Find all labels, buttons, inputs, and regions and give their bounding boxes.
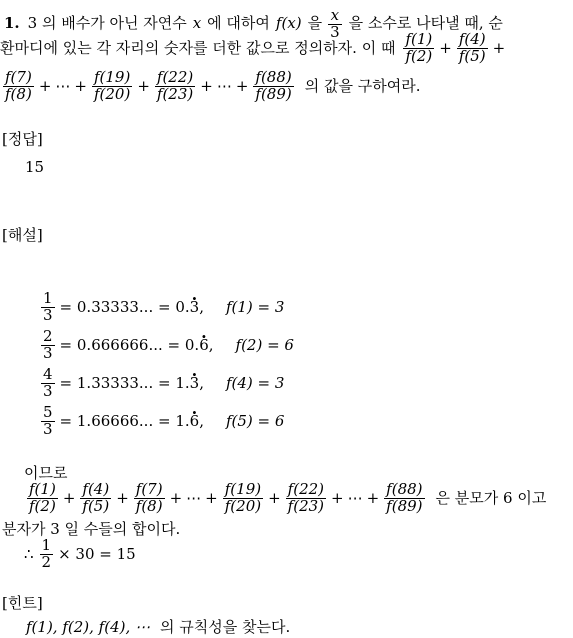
fraction-numerator: f(19) xyxy=(93,68,131,86)
plus-sign: + xyxy=(205,488,218,507)
fraction-denominator: 3 xyxy=(43,343,53,362)
term-f19-f20 xyxy=(223,482,263,515)
fraction-numerator: f(19) xyxy=(224,480,262,498)
fraction-numerator: f(4) xyxy=(82,480,110,498)
plus-sign: + xyxy=(235,76,249,95)
fraction-numerator: x xyxy=(330,6,340,24)
therefore-word: 이므로 xyxy=(24,464,68,482)
therefore-symbol: ∴ xyxy=(24,544,34,563)
sum-expression xyxy=(26,482,546,515)
problem-text-1c: 을 xyxy=(307,13,323,32)
fraction-numerator: f(4) xyxy=(458,30,486,48)
fraction-numerator: f(88) xyxy=(386,480,423,498)
fraction-denominator: f(8) xyxy=(5,84,32,103)
plus-sign: + xyxy=(366,488,380,507)
solution-row: $\frac{5}{3}$ = 1.66666... = 1. · 6 , f(5) = 6 xyxy=(40,402,294,440)
fraction-numerator: 5 xyxy=(43,402,53,421)
term-f1-f2 xyxy=(403,32,434,65)
term-f1-f2 xyxy=(27,482,58,515)
decimal-expansion: = 1.33333... = 1. xyxy=(59,373,190,392)
term-f7-f8 xyxy=(134,482,165,515)
term-f7-f8 xyxy=(3,70,34,103)
fraction-numerator: f(22) xyxy=(156,68,194,86)
f-value: f(5) = 6 xyxy=(225,411,285,430)
fraction-denominator: f(5) xyxy=(458,46,486,65)
answer-label: [정답] xyxy=(2,130,43,148)
solution-row: $\frac{1}{3}$ = 0.33333... = 0. · 3 , f(1) = 3 xyxy=(40,288,294,326)
fraction-denominator: f(5) xyxy=(82,496,110,515)
f-value: f(2) = 6 xyxy=(235,335,294,354)
plus-sign: + xyxy=(38,76,52,95)
fraction-numerator: 2 xyxy=(43,326,53,345)
problem-text-3: 의 값을 구하여라. xyxy=(304,76,421,95)
decimal-expansion: = 1.66666... = 1. xyxy=(59,411,190,430)
solution-line-after: 분자가 3 일 수들의 합이다. xyxy=(2,520,181,538)
fraction-denominator: f(20) xyxy=(224,496,262,515)
plus-sign: + xyxy=(137,76,150,95)
hint-text: 의 규칙성을 찾는다. xyxy=(160,618,291,636)
plus-sign: + xyxy=(200,76,213,95)
fraction-denominator: f(2) xyxy=(405,46,433,65)
hint-label: [힌트] xyxy=(2,594,43,612)
fraction-numerator: f(7) xyxy=(135,480,163,498)
term-f88-f89 xyxy=(253,70,293,103)
fraction-numerator: f(1) xyxy=(405,30,433,48)
plus-sign: + xyxy=(169,488,183,507)
fraction xyxy=(41,326,55,362)
fraction-denominator: 3 xyxy=(330,22,340,41)
problem-line-3 xyxy=(2,70,420,103)
sum-tail-text: 은 분모가 6 이고 xyxy=(435,488,547,507)
fraction-denominator: 2 xyxy=(41,552,52,571)
problem-text-2: 환마디에 있는 각 자리의 숫자를 더한 값으로 정의하자. 이 때 xyxy=(0,38,396,57)
fraction-denominator: 3 xyxy=(43,381,53,400)
term-f22-f23 xyxy=(286,482,326,515)
var-x: x xyxy=(192,13,202,32)
problem-number: 1. xyxy=(4,13,20,32)
fraction-denominator: 3 xyxy=(43,305,53,324)
f-value: f(1) = 3 xyxy=(225,297,285,316)
fraction-numerator: 1 xyxy=(43,288,53,307)
cdots: ⋯ xyxy=(347,488,363,507)
fraction-denominator: 3 xyxy=(43,419,53,438)
hint-line xyxy=(26,620,290,635)
fraction-denominator: f(2) xyxy=(29,496,56,515)
cdots: ⋯ xyxy=(186,488,202,507)
fraction-denominator: f(89) xyxy=(255,84,292,103)
plus-sign: + xyxy=(439,38,452,57)
fraction-denominator: f(8) xyxy=(135,496,163,515)
term-f22-f23 xyxy=(155,70,195,103)
fraction xyxy=(41,288,55,324)
plus-sign: + xyxy=(268,488,281,507)
term-f19-f20 xyxy=(92,70,132,103)
term-f4-f5 xyxy=(80,482,111,515)
fraction-numerator: f(7) xyxy=(5,68,32,86)
fraction-numerator: f(22) xyxy=(287,480,325,498)
fraction-one-half xyxy=(40,538,54,571)
fx-symbol: f(x) xyxy=(275,13,302,32)
repeating-digit: · 3 xyxy=(190,376,200,391)
final-expression: × 30 = 15 xyxy=(58,544,136,563)
cdots: ⋯ xyxy=(216,76,232,95)
plus-sign: + xyxy=(74,76,87,95)
decimal-expansion: = 0.33333... = 0. xyxy=(59,297,190,316)
problem-line-2 xyxy=(0,32,509,65)
plus-sign: + xyxy=(331,488,344,507)
fraction-numerator: f(88) xyxy=(255,68,292,86)
decimal-expansion: = 0.666666... = 0. xyxy=(59,335,200,354)
solution-rows xyxy=(40,288,294,440)
problem-text-1b: 에 대하여 xyxy=(207,13,270,32)
cdots: ⋯ xyxy=(55,76,71,95)
fraction-denominator: f(20) xyxy=(93,84,131,103)
problem-text-1a: 3 의 배수가 아닌 자연수 xyxy=(27,13,187,32)
repeating-digit: · 3 xyxy=(190,300,200,315)
term-f88-f89 xyxy=(384,482,424,515)
fraction-numerator: 4 xyxy=(43,364,53,383)
fraction-denominator: f(23) xyxy=(287,496,325,515)
final-computation xyxy=(24,538,136,571)
repeating-digit: · 6 xyxy=(199,338,209,353)
f-value: f(4) = 3 xyxy=(225,373,285,392)
repeating-digit: · 6 xyxy=(190,414,200,429)
plus-sign: + xyxy=(116,488,129,507)
hint-expression: f(1), f(2), f(4), ⋯ xyxy=(26,618,151,636)
fraction-denominator: f(23) xyxy=(156,84,194,103)
fraction xyxy=(41,402,55,438)
answer-value: 15 xyxy=(25,158,45,176)
solution-row: $\frac{4}{3}$ = 1.33333... = 1. · 3 , f(4) = 3 xyxy=(40,364,294,402)
solution-label: [해설] xyxy=(2,226,43,244)
fraction-numerator: f(1) xyxy=(29,480,56,498)
fraction xyxy=(41,364,55,400)
problem-text-1d: 을 소수로 나타낼 때, 순 xyxy=(348,13,503,32)
plus-sign: + xyxy=(62,488,76,507)
fraction-numerator: 1 xyxy=(41,536,52,554)
fraction-denominator: f(89) xyxy=(386,496,423,515)
term-f4-f5 xyxy=(457,32,488,65)
solution-row: $\frac{2}{3}$ = 0.666666... = 0. · 6 , f(2) = 6 xyxy=(40,326,294,364)
plus-sign: + xyxy=(492,38,506,57)
